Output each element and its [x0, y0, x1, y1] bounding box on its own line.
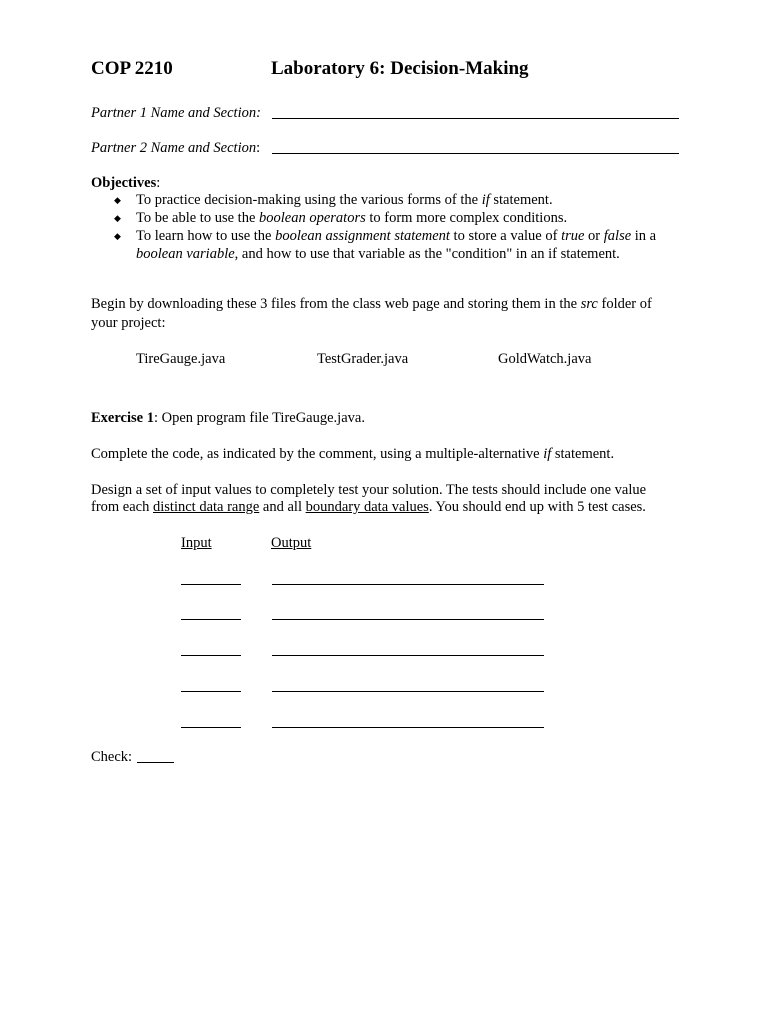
- objective-item: [114, 228, 657, 245]
- intro-paragraph: [91, 296, 652, 313]
- check-field[interactable]: [137, 748, 174, 763]
- objective-text: or: [584, 228, 604, 244]
- objective-text: , and how to use that variable as the "condition" in an if statement.: [234, 246, 620, 262]
- exercise1-text: : Open program file TireGauge.java.: [153, 410, 365, 426]
- intro-text: folder of: [597, 296, 652, 312]
- partner2-label-text: Partner 2 Name and Section: [91, 140, 257, 156]
- instruction-emphasis: if: [543, 446, 552, 462]
- partner2-label: [91, 140, 260, 157]
- objective-text: to store a value of: [449, 228, 562, 244]
- test-output-field[interactable]: [272, 677, 544, 692]
- design-text: and all: [259, 499, 306, 515]
- exercise1-design-line1: Design a set of input values to completely test your solution. The tests should include one value: [91, 482, 647, 498]
- objective-emphasis: false: [603, 228, 632, 244]
- exercise1-design-line2: [91, 499, 646, 516]
- exercise1-instructions: [91, 446, 614, 463]
- objective-emphasis: boolean variable: [136, 246, 235, 262]
- test-input-field[interactable]: [181, 677, 241, 692]
- design-text: from each: [91, 499, 153, 515]
- design-underlined: boundary data values: [305, 499, 429, 515]
- bullet-icon: ◆: [114, 213, 121, 223]
- intro-emphasis: src: [580, 296, 598, 312]
- lab-title: Laboratory 6: Decision-Making: [271, 58, 529, 79]
- test-output-field[interactable]: [272, 570, 544, 585]
- objective-emphasis: if: [481, 192, 490, 208]
- test-input-field[interactable]: [181, 713, 241, 728]
- test-output-field[interactable]: [272, 713, 544, 728]
- objective-emphasis: true: [561, 228, 585, 244]
- test-input-field[interactable]: [181, 605, 241, 620]
- file-name: TireGauge.java: [136, 351, 226, 367]
- exercise1-label: Exercise 1: [91, 410, 154, 426]
- bullet-icon: ◆: [114, 231, 121, 241]
- test-output-field[interactable]: [272, 641, 544, 656]
- objective-text: to form more complex conditions.: [365, 210, 568, 226]
- test-output-field[interactable]: [272, 605, 544, 620]
- objective-item: [114, 210, 568, 227]
- intro-paragraph-line2: your project:: [91, 315, 166, 331]
- objective-text: statement.: [489, 192, 553, 208]
- course-code: COP 2210: [91, 58, 173, 79]
- check-label: Check:: [91, 749, 133, 765]
- objectives-heading-text: Objectives: [91, 175, 157, 191]
- objective-item-continuation: [136, 246, 620, 263]
- design-text: . You should end up with 5 test cases.: [428, 499, 646, 515]
- instruction-text: statement.: [551, 446, 615, 462]
- file-name: GoldWatch.java: [498, 351, 592, 367]
- input-column-header: Input: [181, 535, 212, 551]
- objectives-heading-colon: :: [156, 175, 161, 191]
- objective-text: To practice decision-making using the various forms of the: [136, 192, 482, 208]
- objective-emphasis: boolean assignment statement: [275, 228, 450, 244]
- objective-emphasis: boolean operators: [259, 210, 366, 226]
- partner1-label: Partner 1 Name and Section:: [91, 105, 261, 121]
- exercise1-heading: [91, 410, 365, 427]
- design-underlined: distinct data range: [153, 499, 260, 515]
- output-column-header: Output: [271, 535, 312, 551]
- objective-text: To be able to use the: [136, 210, 260, 226]
- objective-text: To learn how to use the: [136, 228, 276, 244]
- test-input-field[interactable]: [181, 641, 241, 656]
- intro-text: Begin by downloading these 3 files from the class web page and storing them in the: [91, 296, 581, 312]
- partner2-name-field[interactable]: [272, 139, 679, 154]
- objective-item: [114, 192, 553, 209]
- partner1-name-field[interactable]: [272, 104, 679, 119]
- test-input-field[interactable]: [181, 570, 241, 585]
- bullet-icon: ◆: [114, 195, 121, 205]
- objective-text: in a: [631, 228, 657, 244]
- objectives-heading: [91, 175, 160, 192]
- file-name: TestGrader.java: [317, 351, 409, 367]
- partner2-label-colon: :: [256, 140, 261, 156]
- instruction-text: Complete the code, as indicated by the comment, using a multiple-alternative: [91, 446, 544, 462]
